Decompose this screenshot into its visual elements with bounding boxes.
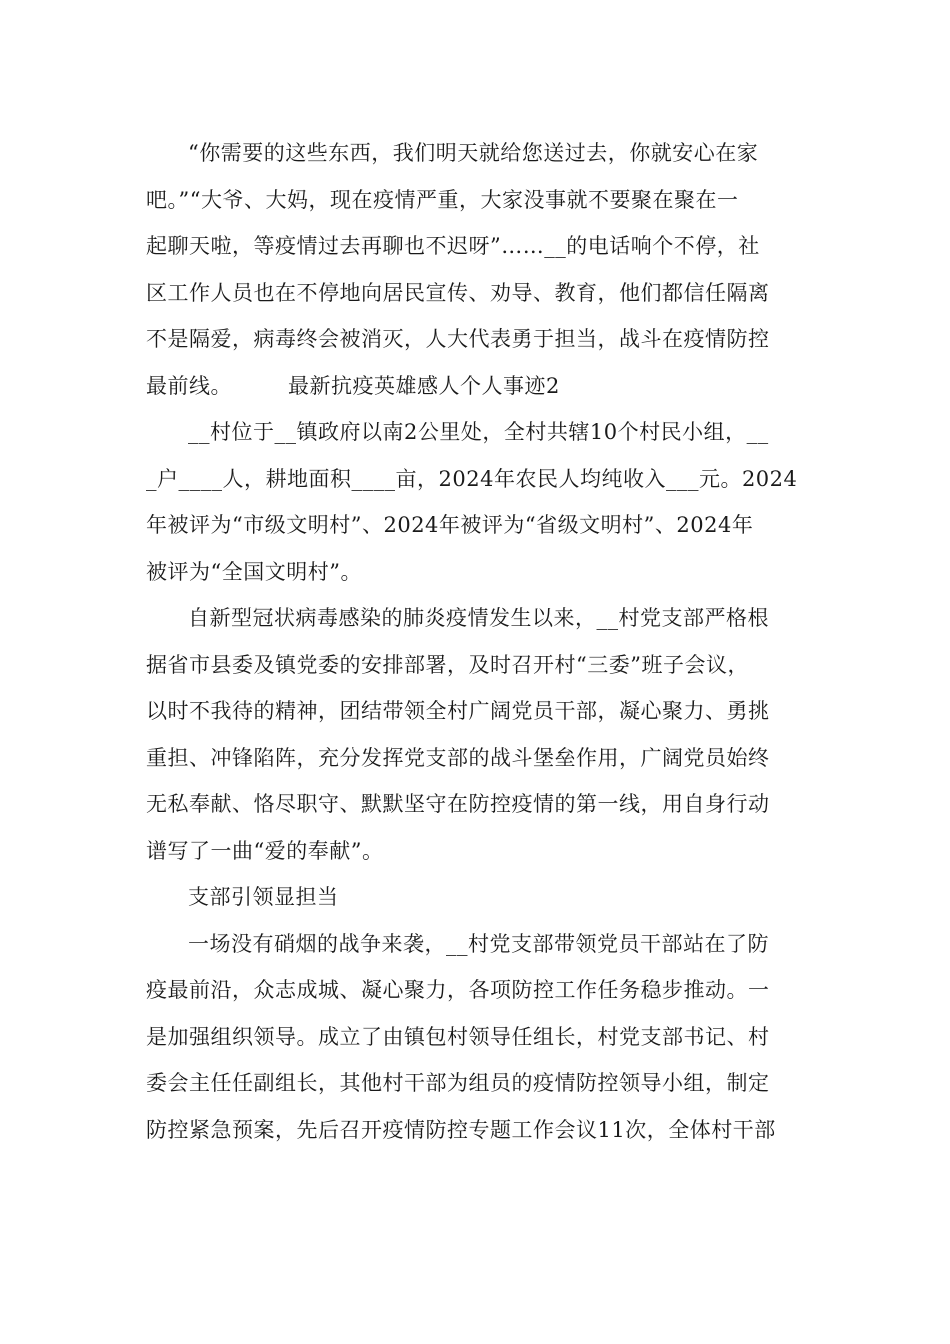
text-line: 吧。”“大爷、大妈，现在疫情严重，大家没事就不要聚在聚在一: [146, 187, 739, 212]
section-heading: 支部引领显担当: [188, 885, 339, 909]
text-line: “你需要的这些东西，我们明天就给您送过去，你就安心在家: [188, 141, 759, 165]
text-line: __村位于__镇政府以南2公里处，全村共辖10个村民小组，__: [188, 420, 769, 444]
document-body: [146, 130, 806, 1153]
text-line: 年被评为“市级文明村”、2024年被评为“省级文明村”、2024年: [146, 513, 754, 537]
text-line: 疫最前沿，众志成城、凝心聚力，各项防控工作任务稳步推动。一: [146, 978, 770, 1002]
text-line: 重担、冲锋陷阵，充分发挥党支部的战斗堡垒作用，广阔党员始终: [146, 745, 770, 770]
text-line: [146, 363, 806, 410]
text-line: 以时不我待的精神，团结带领全村广阔党员干部，凝心聚力、勇挑: [146, 699, 770, 723]
text-line: 区工作人员也在不停地向居民宣传、劝导、教育，他们都信任隔离: [146, 280, 770, 305]
paragraph-1: [146, 130, 806, 409]
text-line: 委会主任任副组长，其他村干部为组员的疫情防控领导小组，制定: [146, 1071, 770, 1095]
text-line: 不是隔爱，病毒终会被消灭，人大代表勇于担当，战斗在疫情防控: [146, 327, 770, 351]
paragraph-3: [146, 595, 806, 874]
text-line: 一场没有硝烟的战争来袭，__村党支部带领党员干部站在了防: [188, 931, 769, 956]
text-line: 被评为“全国文明村”。: [146, 559, 362, 584]
text-line: 据省市县委及镇党委的安排部署，及时召开村“三委”班子会议，: [146, 652, 749, 677]
text-line: 防控紧急预案，先后召开疫情防控专题工作会议11次，全体村干部: [146, 1117, 776, 1142]
paragraph-4: [146, 921, 806, 1154]
paragraph-2: [146, 409, 806, 595]
text-line: 起聊天啦，等疫情过去再聊也不迟呀”……__的电话响个不停，社: [146, 234, 760, 258]
text-line: 谱写了一曲“爱的奉献”。: [146, 838, 384, 863]
text-line: 是加强组织领导。成立了由镇包村领导任组长，村党支部书记、村: [146, 1024, 770, 1049]
text-line: _户____人，耕地面积____亩，2024年农民人均纯收入___元。2024: [146, 466, 798, 491]
text-line: 无私奉献、恪尽职守、默默坚守在防控疫情的第一线，用自身行动: [146, 792, 770, 816]
text-line: 自新型冠状病毒感染的肺炎疫情发生以来，__村党支部严格根: [188, 606, 769, 630]
paragraph-end-text: 最前线。: [146, 373, 232, 398]
inline-section-title: 最新抗疫英雄感人个人事迹2: [288, 373, 560, 398]
